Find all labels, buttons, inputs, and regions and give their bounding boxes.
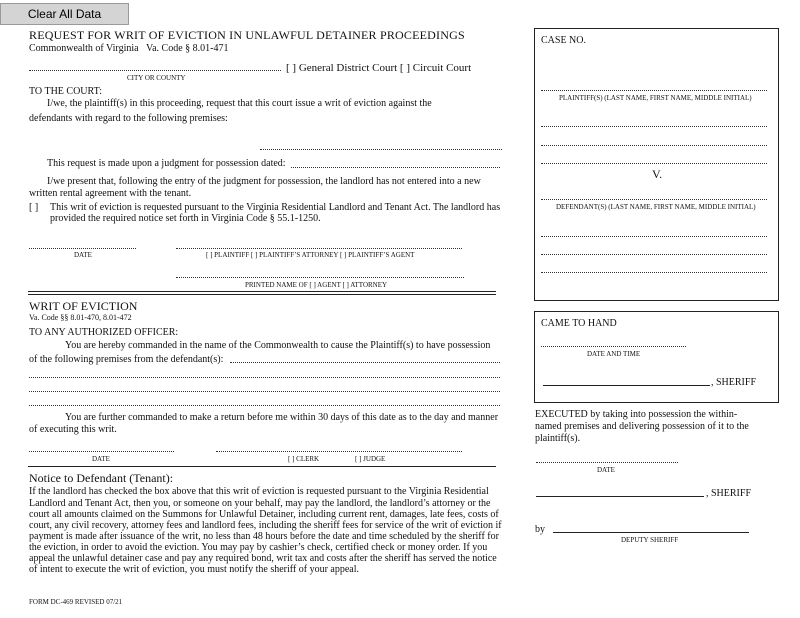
premises-line4-field[interactable] (29, 405, 500, 406)
city-county-field[interactable] (29, 70, 281, 71)
executed-text-line2: named premises and delivering possession of it to the (535, 421, 749, 432)
return-text-line1: You are further commanded to make a return before me within 30 days of this date as to the day and manner (65, 412, 499, 423)
vrlta-text-line1: This writ of eviction is requested pursuant to the Virginia Residential Landlord and Tenant Act. The landlord has (50, 202, 501, 213)
printed-name-field[interactable] (176, 277, 464, 278)
notice-line: court, any civil recovery, attorney fees and landlord fees, including the sheriff fees for service of the writ of eviction if (29, 520, 502, 531)
notice-line: of intent to execute the writ of eviction, you must notify the sheriff of your appeal. (29, 564, 360, 575)
to-the-court-label: TO THE COURT: (29, 86, 102, 97)
defendant-name-label: DEFENDANT(S) (LAST NAME, FIRST NAME, MIDDLE INITIAL) (556, 203, 756, 211)
clerk-judge-signature-field[interactable] (216, 451, 462, 452)
court-type-options[interactable]: [ ] General District Court [ ] Circuit Court (286, 62, 472, 74)
came-date-time-label: DATE AND TIME (587, 350, 641, 358)
defendant-line2-field[interactable] (541, 236, 767, 237)
notice-line: the eviction, in order to avoid the eviction. You may pay by cashier’s check, certified check or money order. If you (29, 542, 488, 553)
command-text-line2: of the following premises from the defendant(s): (29, 354, 224, 365)
section-divider-top (28, 291, 496, 292)
present-text-line2: written rental agreement with the tenant. (29, 188, 192, 199)
notice-line: payment is made after issuance of the writ, no less than 48 hours before the date and time scheduled by the sheriff for (29, 531, 499, 542)
notice-title: Notice to Defendant (Tenant): (29, 471, 174, 485)
vrlta-text-line2: provided the required notice set forth in Virginia Code § 55.1-1250. (50, 213, 321, 224)
request-text-line1: I/we, the plaintiff(s) in this proceeding, request that this court issue a writ of eviction against the (47, 98, 432, 109)
signer-type-label[interactable]: [ ] PLAINTIFF [ ] PLAINTIFF’S ATTORNEY [ ] PLAINTIFF’S AGENT (206, 251, 415, 259)
section-divider-bottom (28, 294, 496, 295)
deputy-sheriff-field[interactable] (553, 532, 749, 533)
notice-line: court all amounts claimed on the Summons for Unlawful Detainer, including current rent, damages, late fees, costs of (29, 509, 499, 520)
writ-date-label: DATE (92, 455, 110, 463)
came-date-time-field[interactable] (541, 346, 686, 347)
plaintiff-signature-field[interactable] (176, 248, 462, 249)
form-title: REQUEST FOR WRIT OF EVICTION IN UNLAWFUL DETAINER PROCEEDINGS (29, 28, 465, 42)
judge-option[interactable]: [ ] JUDGE (355, 455, 386, 463)
to-officer-label: TO ANY AUTHORIZED OFFICER: (29, 327, 179, 338)
came-sheriff-label: , SHERIFF (711, 377, 757, 388)
by-label: by (535, 524, 545, 535)
form-number: FORM DC-469 REVISED 07/21 (29, 598, 123, 606)
city-county-label: CITY OR COUNTY (127, 74, 186, 82)
defendant-line3-field[interactable] (541, 254, 767, 255)
case-box (534, 28, 779, 301)
case-no-label: CASE NO. (541, 35, 587, 46)
writ-code-label: Va. Code §§ 8.01-470, 8.01-472 (29, 313, 132, 322)
defendant-name-field[interactable] (541, 199, 767, 200)
notice-divider (28, 466, 496, 467)
request-date-field[interactable] (29, 248, 136, 249)
came-to-hand-title: CAME TO HAND (541, 318, 617, 329)
premises-field[interactable] (260, 149, 502, 150)
plaintiff-name-field[interactable] (541, 90, 767, 91)
judgment-date-field[interactable] (291, 167, 500, 168)
judgment-date-label: This request is made upon a judgment for possession dated: (47, 158, 286, 169)
executed-sheriff-label: , SHERIFF (706, 488, 752, 499)
writ-title: WRIT OF EVICTION (29, 299, 138, 313)
vrlta-checkbox[interactable]: [ ] (29, 202, 39, 213)
clear-all-data-button[interactable]: Clear All Data (0, 3, 129, 25)
executed-date-label: DATE (597, 466, 615, 474)
return-text-line2: of executing this writ. (29, 424, 117, 435)
versus-label: V. (652, 167, 663, 181)
plaintiff-line3-field[interactable] (541, 145, 767, 146)
notice-line: If the landlord has checked the box above that this writ of eviction is requested pursuant to the Virginia Residential (29, 486, 489, 497)
notice-line: appeal the unlawful detainer case and pay any required bond, writ tax and costs after the sheriff has served the notice (29, 553, 497, 564)
came-sheriff-field[interactable] (543, 385, 710, 386)
writ-date-field[interactable] (29, 451, 174, 452)
clerk-option[interactable]: [ ] CLERK (288, 455, 320, 463)
va-code-label: Va. Code § 8.01-471 (146, 43, 229, 54)
premises-line3-field[interactable] (29, 391, 500, 392)
premises-line1-field[interactable] (230, 362, 500, 363)
present-text-line1: I/we present that, following the entry of the judgment for possession, the landlord has not entered into a new (47, 176, 481, 187)
defendant-line4-field[interactable] (541, 272, 767, 273)
executed-sheriff-field[interactable] (536, 496, 704, 497)
plaintiff-name-label: PLAINTIFF(S) (LAST NAME, FIRST NAME, MIDDLE INITIAL) (559, 94, 752, 102)
executed-date-field[interactable] (536, 462, 678, 463)
commonwealth-label: Commonwealth of Virginia (29, 43, 139, 54)
executed-text-line1: EXECUTED by taking into possession the within- (535, 409, 738, 420)
deputy-sheriff-label: DEPUTY SHERIFF (621, 536, 679, 544)
request-date-label: DATE (74, 251, 92, 259)
plaintiff-line2-field[interactable] (541, 126, 767, 127)
premises-line2-field[interactable] (29, 377, 500, 378)
notice-line: Landlord and Tenant Act, then you, or someone on your behalf, may pay the landlord, the landlord’s attorney or the (29, 498, 491, 509)
request-text-line2: defendants with regard to the following premises: (29, 113, 228, 124)
plaintiff-line4-field[interactable] (541, 163, 767, 164)
executed-text-line3: plaintiff(s). (535, 433, 581, 444)
printed-name-label[interactable]: PRINTED NAME OF [ ] AGENT [ ] ATTORNEY (245, 281, 388, 289)
command-text-line1: You are hereby commanded in the name of the Commonwealth to cause the Plaintiff(s) to have possession (65, 340, 491, 351)
